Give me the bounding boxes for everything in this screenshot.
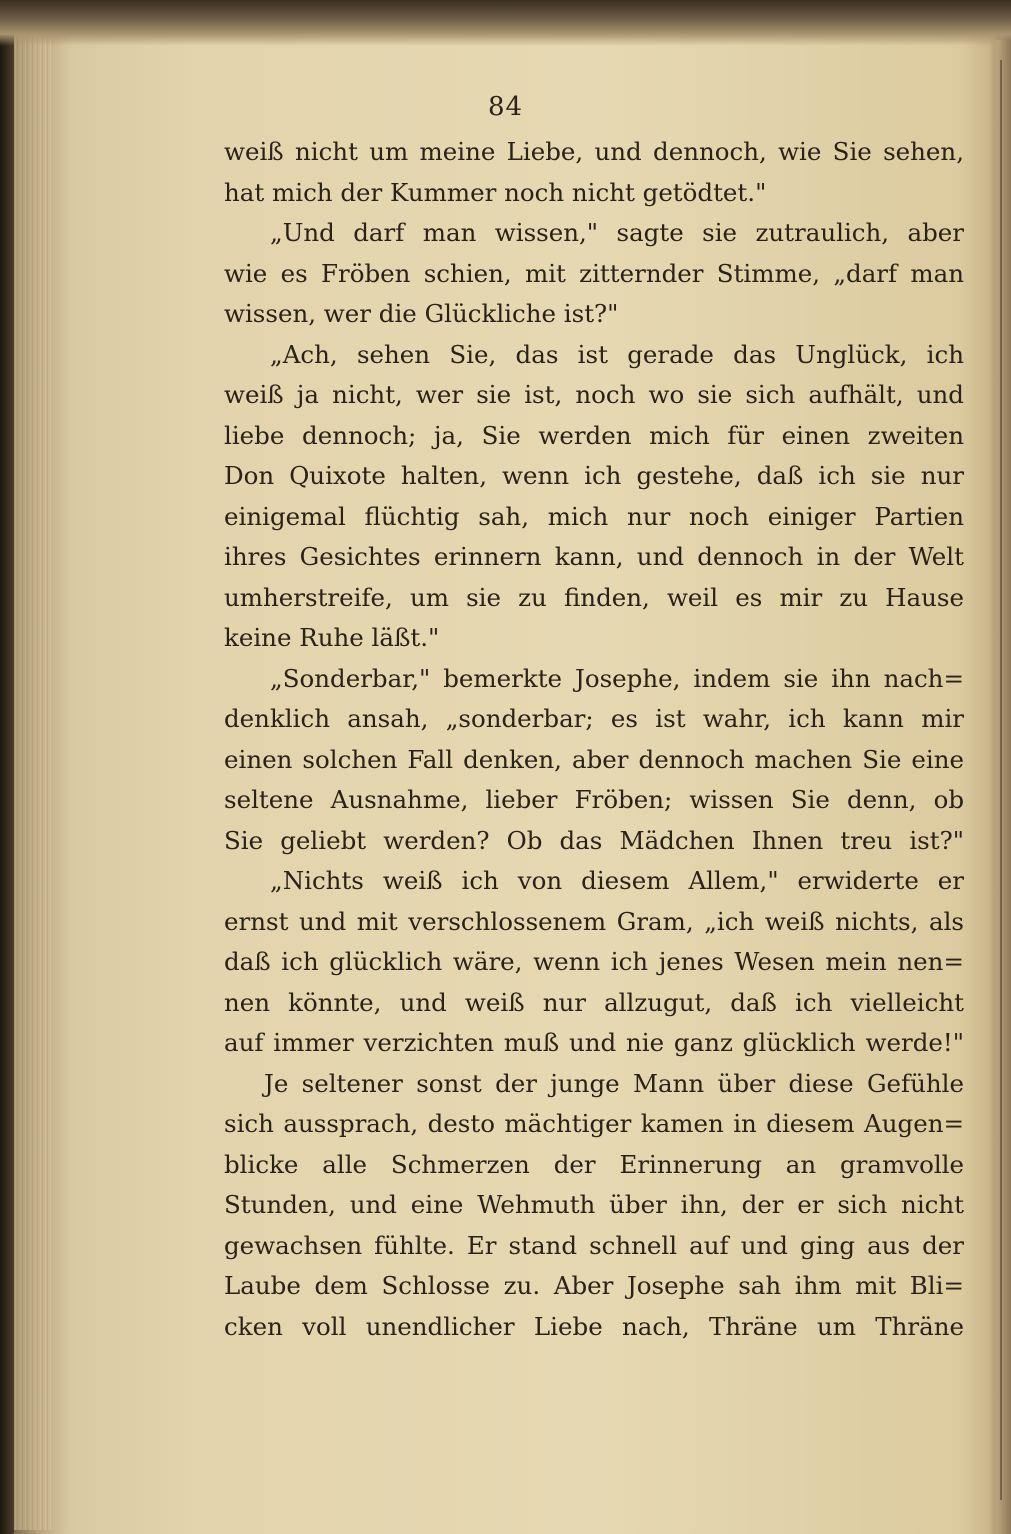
text-line: weiß ja nicht, wer sie ist, noch wo sie sich aufhält, und <box>224 380 964 409</box>
text-line: cken voll unendlicher Liebe nach, Thräne um Thräne <box>224 1311 964 1341</box>
text-line: gewachsen fühlte. Er stand schnell auf und ging aus der <box>224 1230 964 1260</box>
book-spine <box>0 0 14 1534</box>
text-line: einen solchen Fall denken, aber dennoch machen Sie eine <box>224 744 964 774</box>
text-line: auf immer verzichten muß und nie ganz glücklich werde!" <box>224 1028 964 1057</box>
text-line: „Und darf man wissen," sagte sie zutraulich, aber <box>270 218 964 247</box>
page-number: 84 <box>487 92 524 122</box>
book-top-edge <box>0 0 1011 46</box>
text-line: blicke alle Schmerzen der Erinnerung an gramvolle <box>224 1149 964 1179</box>
text-line: keine Ruhe läßt." <box>224 623 440 652</box>
text-line: wie es Fröben schien, mit zitternder Stimme, „darf man <box>224 258 964 288</box>
text-line: seltene Ausnahme, lieber Fröben; wissen Sie denn, ob <box>224 785 964 814</box>
text-line: wissen, wer die Glückliche ist?" <box>224 299 619 328</box>
text-line: umherstreife, um sie zu finden, weil es mir zu Hause <box>224 582 964 612</box>
text-line: Sie geliebt werden? Ob das Mädchen Ihnen treu ist?" <box>224 825 964 855</box>
text-line: Don Quixote halten, wenn ich gestehe, daß ich sie nur <box>224 461 964 490</box>
text-line: Laube dem Schlosse zu. Aber Josephe sah ihm mit Bli= <box>224 1271 964 1300</box>
text-line: einigemal flüchtig sah, mich nur noch einiger Partien <box>224 501 964 531</box>
text-line: ernst und mit verschlossenem Gram, „ich weiß nichts, als <box>224 906 964 936</box>
text-line: denklich ansah, „sonderbar; es ist wahr, ich kann mir <box>224 704 964 733</box>
text-line: ihres Gesichtes erinnern kann, und dennoch in der Welt <box>224 542 964 571</box>
text-line: „Ach, sehen Sie, das ist gerade das Unglück, ich <box>270 339 964 369</box>
text-line: hat mich der Kummer noch nicht getödtet." <box>224 177 767 207</box>
text-line: „Sonderbar," bemerkte Josephe, indem sie ihn nach= <box>270 663 964 693</box>
text-line: Stunden, und eine Wehmuth über ihn, der er sich nicht <box>224 1190 964 1219</box>
text-line: Je seltener sonst der junge Mann über diese Gefühle <box>264 1068 964 1098</box>
gutter-line <box>1000 60 1002 1500</box>
text-line: liebe dennoch; ja, Sie werden mich für einen zweiten <box>224 420 964 450</box>
text-line: nen könnte, und weiß nur allzugut, daß ich vielleicht <box>224 987 964 1017</box>
text-line: sich aussprach, desto mächtiger kamen in diesem Augen= <box>224 1109 964 1138</box>
text-line: weiß nicht um meine Liebe, und dennoch, wie Sie sehen, <box>224 137 964 166</box>
page-text <box>224 132 964 1347</box>
page-edges <box>14 30 54 1530</box>
text-line: „Nichts weiß ich von diesem Allem," erwiderte er <box>270 866 964 895</box>
text-line: daß ich glücklich wäre, wenn ich jenes Wesen mein nen= <box>224 947 964 976</box>
